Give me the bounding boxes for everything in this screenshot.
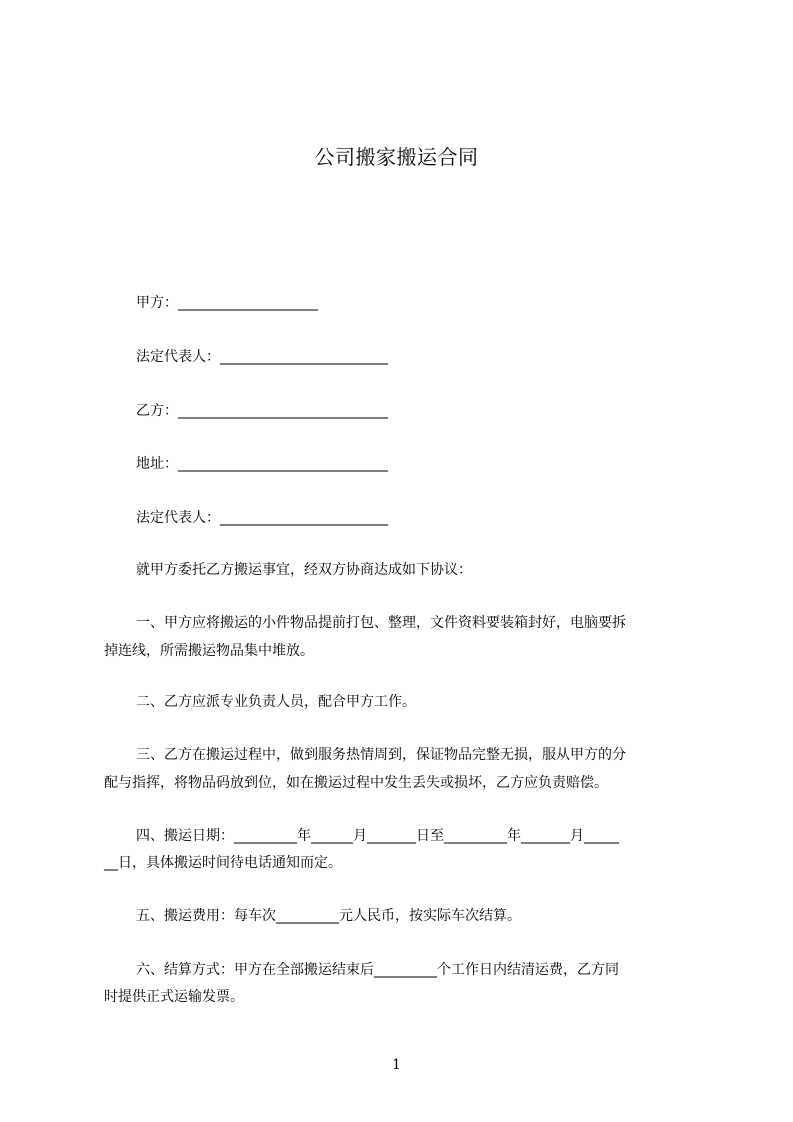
page-number: 1 <box>392 1057 401 1073</box>
clause-5-line-1: 五、搬运费用：每车次_________元人民币，按实际车次结算。 <box>136 908 521 924</box>
clause-3-line-2: 配与指挥，将物品码放到位，如在搬运过程中发生丢失或损坏，乙方应负责赔偿。 <box>104 775 608 791</box>
clause-6-line-2: 时提供正式运输发票。 <box>104 989 244 1005</box>
party-b-representative-field: 法定代表人：________________________ <box>136 510 388 526</box>
agreement-intro: 就甲方委托乙方搬运事宜，经双方协商达成如下协议： <box>136 562 472 578</box>
party-a-representative-field: 法定代表人：________________________ <box>136 349 388 365</box>
clause-2-line-1: 二、乙方应派专业负责人员，配合甲方工作。 <box>136 694 416 710</box>
address-field: 地址：______________________________ <box>136 456 388 472</box>
party-a-field: 甲方：____________________ <box>136 295 318 311</box>
clause-4-line-1: 四、搬运日期：_________年______月_______日至_________年_______月_____ <box>136 828 619 844</box>
clause-1-line-2: 掉连线，所需搬运物品集中堆放。 <box>104 643 314 659</box>
clause-1-line-1: 一、甲方应将搬运的小件物品提前打包、整理，文件资料要装箱封好，电脑要拆 <box>136 615 626 631</box>
clause-6-line-1: 六、结算方式：甲方在全部搬运结束后_________个工作日内结清运费，乙方同 <box>136 962 619 978</box>
clause-3-line-1: 三、乙方在搬运过程中，做到服务热情周到，保证物品完整无损，服从甲方的分 <box>136 747 626 763</box>
party-b-field: 乙方：______________________________ <box>136 403 388 419</box>
document-title: 公司搬家搬运合同 <box>314 145 479 169</box>
clause-4-line-2: __日，具体搬运时间待电话通知而定。 <box>104 855 342 871</box>
